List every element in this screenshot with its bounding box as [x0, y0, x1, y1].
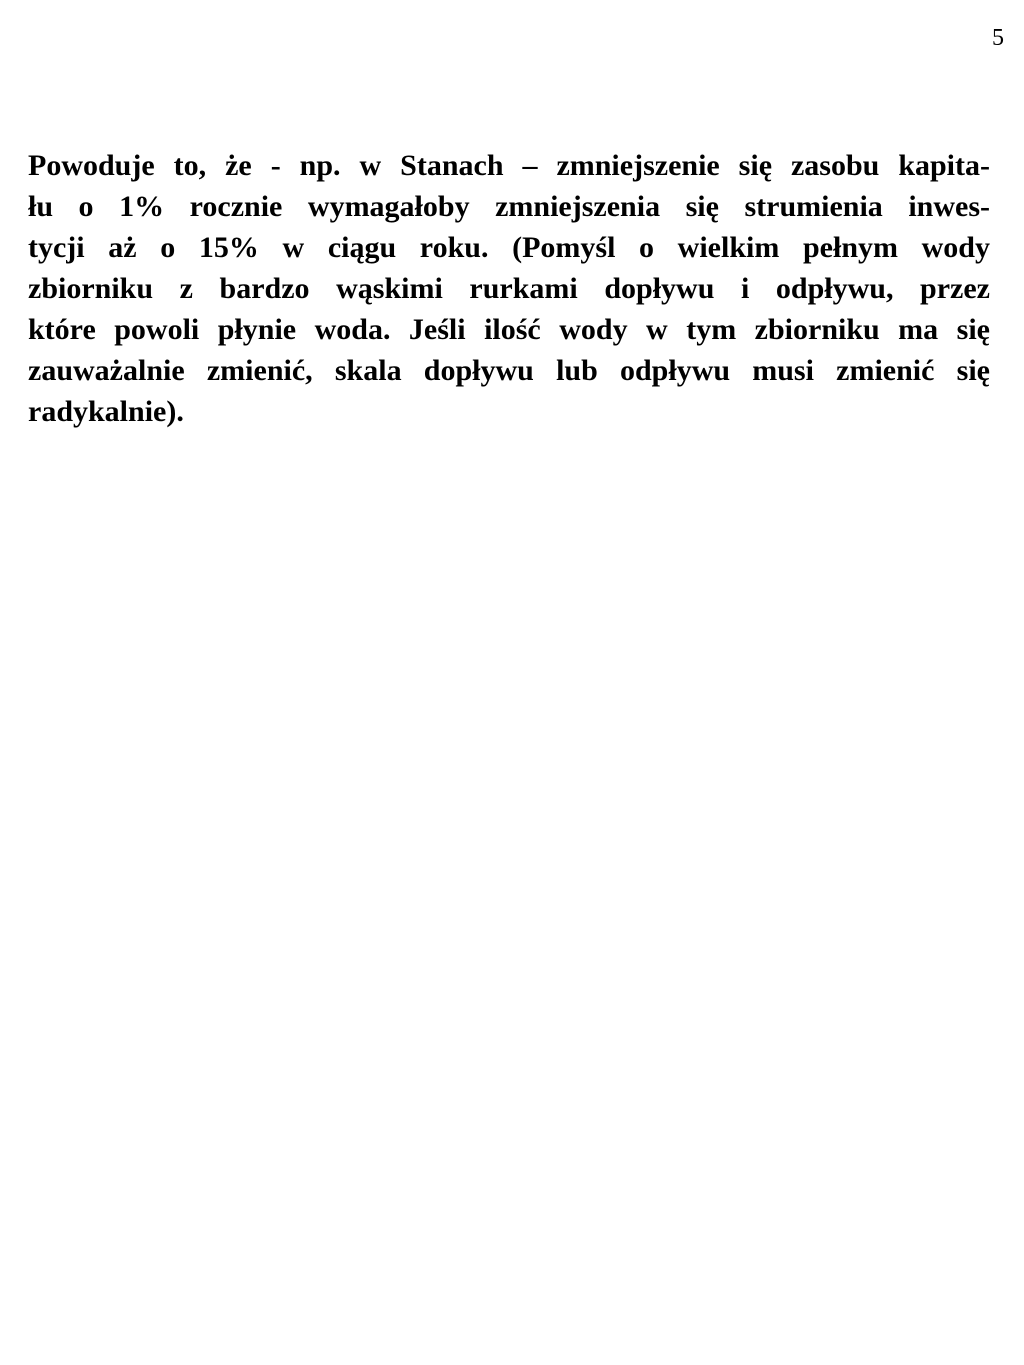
- body-paragraph: [28, 145, 990, 432]
- paragraph-line: tycji aż o 15% w ciągu roku. (Pomyśl o wielkim pełnym wody: [28, 231, 990, 264]
- paragraph-line: radykalnie).: [28, 395, 184, 428]
- paragraph-line: Powoduje to, że - np. w Stanach – zmniejszenie się zasobu kapita-: [28, 149, 990, 182]
- paragraph-line: zauważalnie zmienić, skala dopływu lub odpływu musi zmienić się: [28, 354, 990, 387]
- paragraph-line: zbiorniku z bardzo wąskimi rurkami dopływu i odpływu, przez: [28, 272, 990, 305]
- paragraph-line: które powoli płynie woda. Jeśli ilość wody w tym zbiorniku ma się: [28, 313, 990, 346]
- page-number: 5: [992, 25, 1004, 51]
- paragraph-line: łu o 1% rocznie wymagałoby zmniejszenia się strumienia inwes-: [28, 190, 990, 223]
